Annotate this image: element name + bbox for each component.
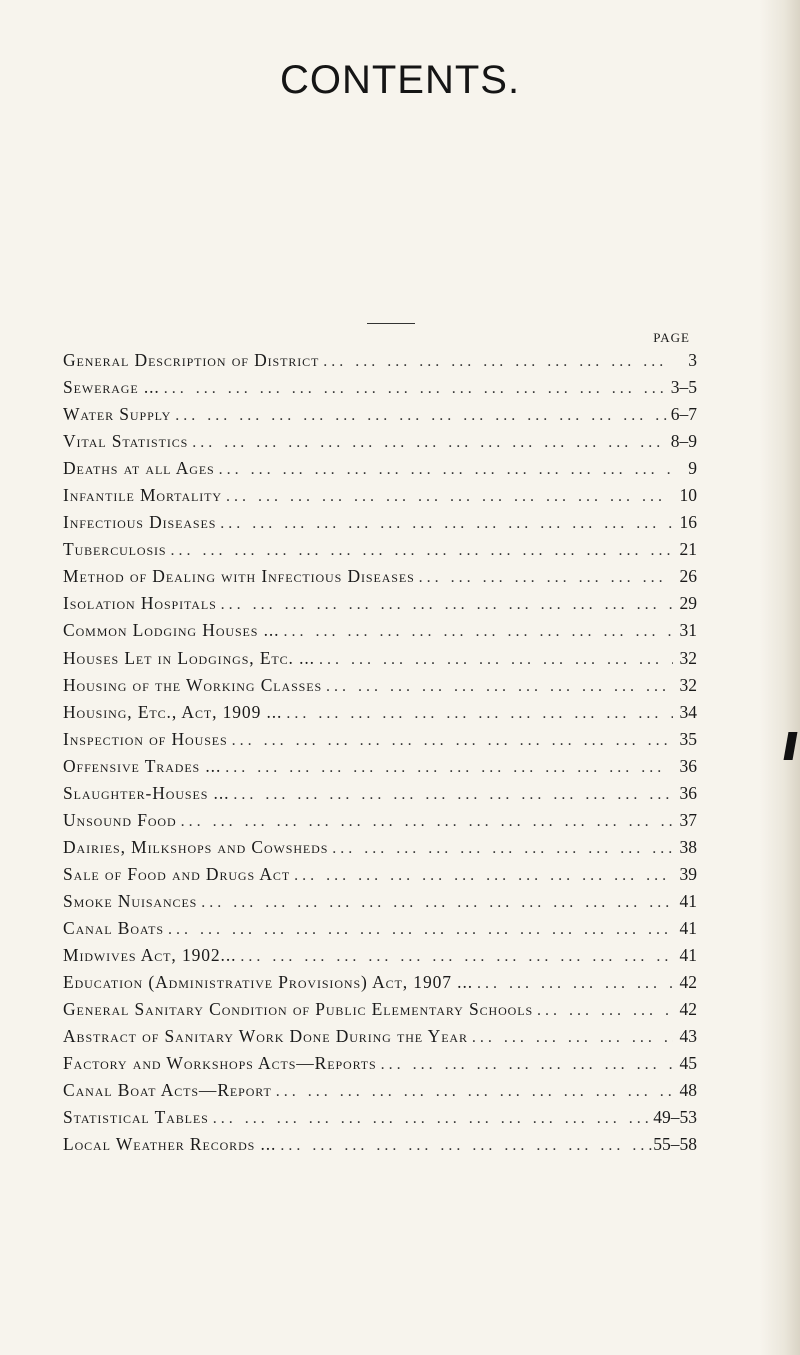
entry-page-number: 41 bbox=[679, 890, 697, 911]
entry-label: Smoke Nuisances bbox=[63, 890, 198, 911]
contents-entry bbox=[63, 374, 697, 401]
contents-entry bbox=[63, 942, 697, 969]
entry-label: Midwives Act, 1902... bbox=[63, 945, 237, 966]
entry-page-number: 3 bbox=[688, 350, 697, 370]
entry-page-number: 42 bbox=[679, 972, 697, 993]
entry-page-number: 37 bbox=[679, 809, 697, 830]
entry-label: Inspection of Houses bbox=[63, 728, 228, 749]
dot-leader bbox=[468, 1024, 673, 1051]
contents-entry bbox=[63, 861, 697, 888]
entry-label: Common Lodging Houses ... bbox=[63, 620, 280, 641]
contents-entry bbox=[63, 482, 697, 509]
contents-list bbox=[63, 347, 697, 1158]
entry-page-number: 35 bbox=[679, 728, 697, 749]
contents-entry bbox=[63, 455, 697, 482]
contents-entry bbox=[63, 969, 697, 996]
contents-entry bbox=[63, 347, 697, 374]
contents-entry bbox=[63, 915, 697, 942]
entry-label: General Sanitary Condition of Public Elementary Schools bbox=[63, 999, 534, 1020]
entry-page-number: 16 bbox=[679, 512, 697, 533]
entry-label: Unsound Food bbox=[63, 809, 177, 830]
entry-page-number: 8–9 bbox=[670, 431, 697, 452]
entry-label: Local Weather Records ... bbox=[63, 1134, 277, 1155]
entry-label: Deaths at all Ages bbox=[63, 458, 215, 479]
entry-page-number: 55–58 bbox=[653, 1134, 697, 1155]
entry-page-number: 34 bbox=[679, 701, 697, 722]
entry-label: Factory and Workshops Acts—Reports bbox=[63, 1053, 377, 1074]
dot-leader bbox=[473, 970, 673, 997]
entry-label: Slaughter-Houses ... bbox=[63, 782, 230, 803]
dot-leader bbox=[216, 510, 673, 537]
dot-leader bbox=[222, 483, 673, 510]
entry-label: Statistical Tables bbox=[63, 1107, 209, 1128]
contents-entry bbox=[63, 563, 697, 590]
entry-label: Infantile Mortality bbox=[63, 485, 222, 506]
entry-label: Housing, Etc., Act, 1909 ... bbox=[63, 701, 283, 722]
entry-page-number: 45 bbox=[679, 1053, 697, 1074]
entry-label: General Description of District bbox=[63, 350, 320, 370]
entry-page-number: 3–5 bbox=[670, 377, 697, 398]
dot-leader bbox=[229, 781, 673, 808]
entry-label: Offensive Trades ... bbox=[63, 755, 222, 776]
dot-leader bbox=[209, 1105, 654, 1132]
title-rule bbox=[367, 323, 415, 324]
entry-page-number: 43 bbox=[679, 1026, 697, 1047]
contents-entry bbox=[63, 1104, 697, 1131]
entry-label: Abstract of Sanitary Work Done During the Year bbox=[63, 1026, 468, 1047]
dot-leader bbox=[415, 564, 673, 591]
contents-entry bbox=[63, 536, 697, 563]
dot-leader bbox=[167, 537, 673, 564]
contents-entry bbox=[63, 1050, 697, 1077]
dot-leader bbox=[217, 591, 673, 618]
contents-entry bbox=[63, 1023, 697, 1050]
entry-label: Houses Let in Lodgings, Etc. ... bbox=[63, 647, 315, 668]
contents-entry bbox=[63, 672, 697, 699]
entry-page-number: 48 bbox=[679, 1080, 697, 1101]
entry-page-number: 41 bbox=[679, 917, 697, 938]
entry-label: Infectious Diseases bbox=[63, 512, 217, 533]
contents-entry bbox=[63, 834, 697, 861]
entry-page-number: 32 bbox=[679, 647, 697, 668]
dot-leader bbox=[228, 727, 673, 754]
dot-leader bbox=[319, 348, 673, 375]
entry-label: Method of Dealing with Infectious Diseases bbox=[63, 566, 415, 587]
dot-leader bbox=[171, 402, 671, 429]
dot-leader bbox=[272, 1078, 673, 1105]
dot-leader bbox=[215, 456, 673, 483]
contents-entry bbox=[63, 807, 697, 834]
entry-page-number: 31 bbox=[679, 620, 697, 641]
page-edge-shadow bbox=[760, 0, 800, 1355]
contents-entry bbox=[63, 726, 697, 753]
entry-page-number: 26 bbox=[679, 566, 697, 587]
entry-label: Housing of the Working Classes bbox=[63, 674, 323, 695]
entry-label: Dairies, Milkshops and Cowsheds bbox=[63, 836, 329, 857]
page-column-label: PAGE bbox=[653, 330, 690, 345]
dot-leader bbox=[160, 375, 671, 402]
entry-page-number: 21 bbox=[679, 539, 697, 560]
contents-entry bbox=[63, 617, 697, 644]
entry-page-number: 29 bbox=[679, 593, 697, 614]
contents-entry bbox=[63, 699, 697, 726]
contents-entry bbox=[63, 590, 697, 617]
dot-leader bbox=[188, 429, 671, 456]
dot-leader bbox=[322, 673, 673, 700]
entry-label: Tuberculosis bbox=[63, 539, 167, 560]
dot-leader bbox=[221, 754, 673, 781]
entry-page-number: 32 bbox=[679, 674, 697, 695]
dot-leader bbox=[164, 916, 673, 943]
contents-entry bbox=[63, 509, 697, 536]
dot-leader bbox=[282, 700, 673, 727]
contents-entry bbox=[63, 888, 697, 915]
contents-entry bbox=[63, 1131, 697, 1158]
dot-leader bbox=[279, 618, 673, 645]
entry-label: Canal Boat Acts—Report bbox=[63, 1080, 272, 1101]
contents-entry bbox=[63, 401, 697, 428]
dot-leader bbox=[315, 646, 673, 673]
contents-entry bbox=[63, 780, 697, 807]
entry-label: Sewerage ... bbox=[63, 377, 160, 398]
entry-page-number: 9 bbox=[688, 458, 697, 479]
contents-entry bbox=[63, 1077, 697, 1104]
entry-page-number: 42 bbox=[679, 999, 697, 1020]
entry-page-number: 41 bbox=[679, 945, 697, 966]
entry-label: Water Supply bbox=[63, 404, 172, 425]
dot-leader bbox=[290, 862, 673, 889]
contents-entry bbox=[63, 996, 697, 1023]
entry-label: Education (Administrative Provisions) Act, 1907 ... bbox=[63, 972, 473, 993]
contents-entry bbox=[63, 428, 697, 455]
entry-page-number: 36 bbox=[679, 782, 697, 803]
entry-page-number: 49–53 bbox=[653, 1107, 697, 1128]
dot-leader bbox=[377, 1051, 673, 1078]
entry-page-number: 10 bbox=[679, 485, 697, 506]
contents-entry bbox=[63, 753, 697, 780]
dot-leader bbox=[177, 808, 673, 835]
entry-label: Isolation Hospitals bbox=[63, 593, 217, 614]
entry-label: Vital Statistics bbox=[63, 431, 189, 452]
dot-leader bbox=[276, 1132, 653, 1159]
entry-label: Sale of Food and Drugs Act bbox=[63, 863, 291, 884]
entry-page-number: 36 bbox=[679, 755, 697, 776]
entry-label: Canal Boats bbox=[63, 917, 164, 938]
dot-leader bbox=[533, 997, 673, 1024]
contents-entry bbox=[63, 645, 697, 672]
entry-page-number: 6–7 bbox=[670, 404, 697, 425]
entry-page-number: 38 bbox=[679, 836, 697, 857]
entry-page-number: 39 bbox=[679, 863, 697, 884]
dot-leader bbox=[328, 835, 673, 862]
page-title: CONTENTS. bbox=[279, 58, 521, 102]
dot-leader bbox=[197, 889, 673, 916]
dot-leader bbox=[236, 943, 673, 970]
